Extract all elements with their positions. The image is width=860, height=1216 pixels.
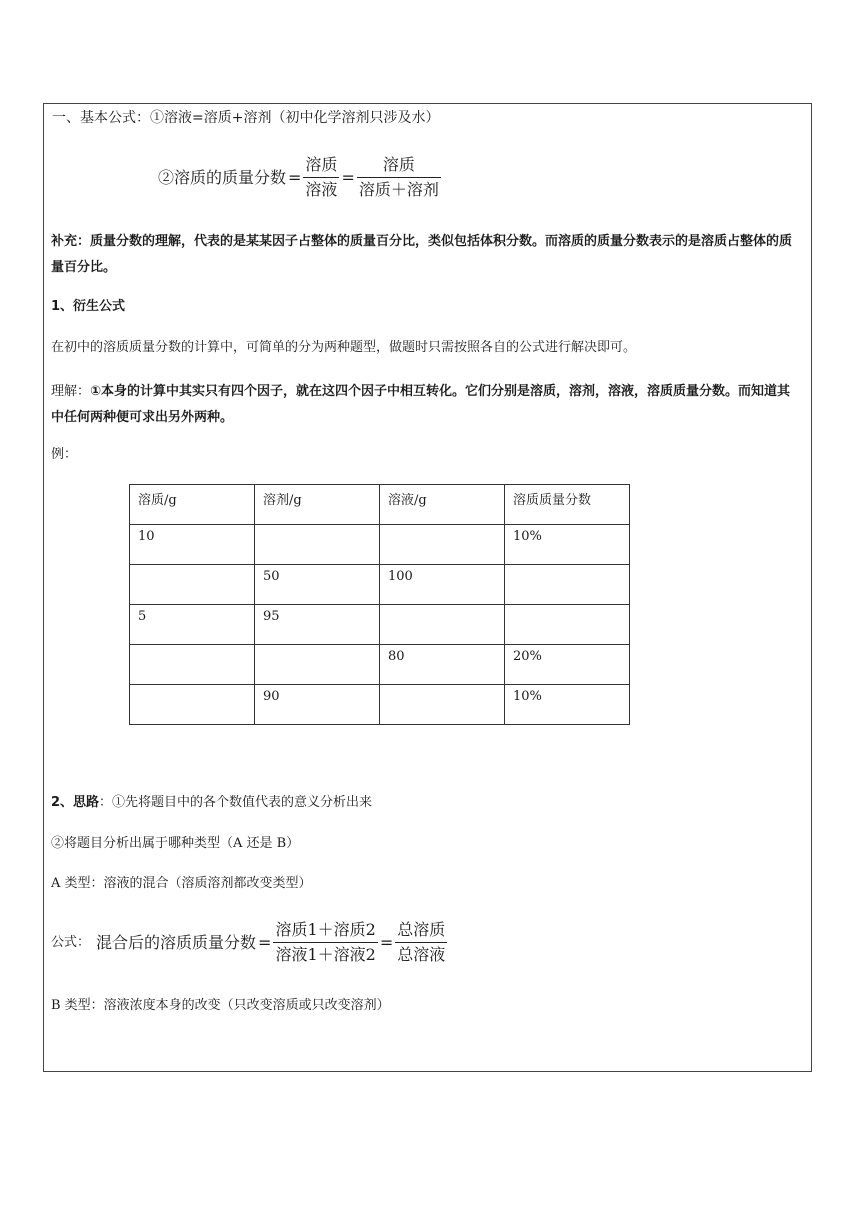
table-cell bbox=[505, 605, 630, 645]
table-cell: 100 bbox=[380, 565, 505, 605]
table-row bbox=[130, 565, 630, 605]
basic-formula-line: 一、基本公式：①溶液=溶质+溶剂（初中化学溶剂只涉及水） bbox=[52, 110, 440, 126]
fraction-mix bbox=[273, 920, 377, 965]
type-a-line: A 类型：溶液的混合（溶质溶剂都改变类型） bbox=[51, 876, 312, 891]
equals-sign: = bbox=[258, 933, 272, 952]
type-b-line: B 类型：溶液浓度本身的改变（只改变溶质或只改变溶剂） bbox=[51, 998, 390, 1013]
derived-formula-heading: 1、衍生公式 bbox=[51, 299, 126, 314]
mass-fraction-formula bbox=[158, 155, 441, 200]
table-row bbox=[130, 685, 630, 725]
table-row bbox=[130, 525, 630, 565]
fraction-numerator: 溶质 bbox=[357, 155, 441, 178]
table-row bbox=[130, 645, 630, 685]
equals-sign: = bbox=[341, 168, 355, 187]
table-cell bbox=[380, 525, 505, 565]
table-cell bbox=[130, 565, 255, 605]
formula-label: 公式： bbox=[51, 934, 91, 950]
intro-paragraph: 在初中的溶质质量分数的计算中，可简单的分为两种题型，做题时只需按照各自的公式进行解决即可。 bbox=[51, 340, 637, 355]
table-header-cell: 溶质质量分数 bbox=[505, 485, 630, 525]
table-cell bbox=[255, 525, 380, 565]
table-cell bbox=[130, 645, 255, 685]
thinking-step1 bbox=[51, 793, 372, 813]
fraction-total bbox=[395, 920, 447, 965]
example-label: 例： bbox=[51, 447, 78, 462]
table-header-cell: 溶质/g bbox=[130, 485, 255, 525]
fraction-denominator: 溶液 bbox=[305, 180, 338, 199]
equals-sign: = bbox=[379, 933, 394, 952]
fraction-denominator: 总溶液 bbox=[397, 945, 446, 964]
table-cell: 80 bbox=[380, 645, 505, 685]
table-cell: 5 bbox=[130, 605, 255, 645]
table-cell: 20% bbox=[505, 645, 630, 685]
table-header-cell: 溶剂/g bbox=[255, 485, 380, 525]
table-cell bbox=[255, 645, 380, 685]
table-cell bbox=[130, 685, 255, 725]
table-cell bbox=[380, 605, 505, 645]
table-cell: 10% bbox=[505, 525, 630, 565]
table-cell: 50 bbox=[255, 565, 380, 605]
table-row bbox=[130, 605, 630, 645]
table-cell: 95 bbox=[255, 605, 380, 645]
fraction-denominator: 溶质＋溶剂 bbox=[358, 180, 439, 199]
mixing-formula bbox=[51, 920, 447, 965]
table-cell bbox=[505, 565, 630, 605]
table-cell: 10 bbox=[130, 525, 255, 565]
fraction-solute-solution bbox=[303, 155, 339, 200]
thinking-label: 2、思路 bbox=[51, 795, 100, 810]
thinking-step2: ②将题目分析出属于哪种类型（A 还是 B） bbox=[51, 836, 300, 851]
table-header-row bbox=[130, 485, 630, 525]
supplement-paragraph: 补充：质量分数的理解，代表的是某某因子占整体的质量百分比，类似包括体积分数。而溶质的质量分数表示的是溶质占整体的质量百分比。 bbox=[51, 234, 793, 275]
table-cell: 90 bbox=[255, 685, 380, 725]
thinking-step1-text: ：①先将题目中的各个数值代表的意义分析出来 bbox=[99, 795, 373, 810]
formula-lead: 混合后的溶质质量分数 bbox=[96, 932, 257, 952]
table-cell bbox=[380, 685, 505, 725]
table-header-cell: 溶液/g bbox=[380, 485, 505, 525]
equals-sign: = bbox=[288, 168, 302, 187]
formula-lead: ②溶质的质量分数 bbox=[158, 167, 287, 187]
understand-paragraph bbox=[51, 379, 803, 431]
understand-body: ①本身的计算中其实只有四个因子，就在这四个因子中相互转化。它们分别是溶质，溶剂，溶液，溶质质量分数。而知道其中任何两种便可求出另外两种。 bbox=[51, 384, 791, 425]
fraction-numerator: 溶质 bbox=[303, 155, 339, 178]
understand-label: 理解： bbox=[51, 384, 91, 399]
table-cell: 10% bbox=[505, 685, 630, 725]
fraction-solute-total bbox=[357, 155, 441, 200]
fraction-numerator: 总溶质 bbox=[395, 920, 447, 943]
fraction-denominator: 溶液1＋溶液2 bbox=[275, 945, 376, 964]
example-table bbox=[129, 484, 630, 725]
fraction-numerator: 溶质1＋溶质2 bbox=[273, 920, 377, 943]
